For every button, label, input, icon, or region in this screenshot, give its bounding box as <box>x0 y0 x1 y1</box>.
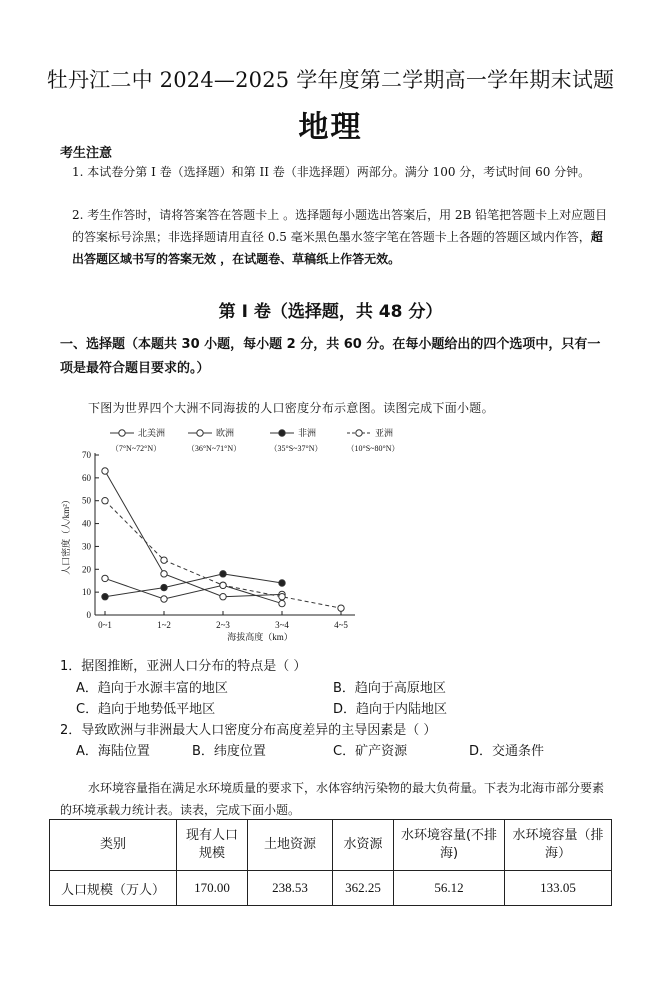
y-tick-label: 0 <box>86 610 91 620</box>
notice-item-2-text: 2. 考生作答时，请将答案答在答题卡上 。选择题每小题选出答案后，用 2B 铅笔把答题卡上对应题目的答案标号涂黑；非选择题请用直径 0.5 毫米黑色墨水签字笔在答题卡上各题的答题区域内作答， <box>72 208 608 244</box>
series-line <box>105 471 282 597</box>
legend-label: 亚洲 <box>375 428 394 438</box>
y-tick-label: 30 <box>82 541 91 552</box>
population-density-chart <box>60 420 400 645</box>
legend-range: （7°N~72°N） <box>110 444 162 453</box>
notice-item-1: 1. 本试卷分第 I 卷（选择题）和第 II 卷（非选择题）两部分。满分 100 分，考试时间 60 分钟。 <box>72 165 591 179</box>
data-point <box>161 557 167 563</box>
y-axis-label: 人口密度（人/km²） <box>61 495 71 575</box>
data-point <box>102 468 108 474</box>
question-1-option-a: A．趋向于水源丰富的地区 <box>76 681 228 696</box>
data-point <box>279 594 285 600</box>
x-tick-label: 0~1 <box>98 620 112 630</box>
data-point <box>102 594 108 600</box>
series-line <box>105 501 341 608</box>
series-line <box>105 578 282 603</box>
legend-range: （36°N~71°N） <box>186 444 242 453</box>
data-point <box>161 584 167 590</box>
question-2-option-d: D．交通条件 <box>469 744 545 759</box>
x-tick-label: 4~5 <box>334 620 348 630</box>
y-tick-label: 70 <box>82 450 91 460</box>
legend-marker <box>197 430 203 436</box>
x-tick-label: 1~2 <box>157 620 171 630</box>
question-1-option-c: C．趋向于地势低平地区 <box>76 702 216 717</box>
y-tick-label: 60 <box>82 472 91 483</box>
legend-marker <box>279 430 285 436</box>
data-point <box>161 596 167 602</box>
group-2-intro: 水环境容量指在满足水环境质量的要求下，水体容纳污染物的最大负荷量。下表为北海市部分要素的环境承载力统计表。读表，完成下面小题。 <box>60 781 605 817</box>
notice-heading: 考生注意 <box>60 146 113 161</box>
y-tick-label: 20 <box>82 564 91 575</box>
question-2-stem: 2．导致欧洲与非洲最大人口密度分布高度差异的主导因素是（ ） <box>60 723 437 738</box>
table-cell: 362.25 <box>333 871 394 906</box>
question-1-option-d: D．趋向于内陆地区 <box>333 702 448 717</box>
data-point <box>279 580 285 586</box>
question-1-option-b: B．趋向于高原地区 <box>333 681 446 696</box>
x-tick-label: 3~4 <box>275 620 289 630</box>
group-1-intro: 下图为世界四个大洲不同海拔的人口密度分布示意图。读图完成下面小题。 <box>88 401 494 415</box>
data-point <box>102 575 108 581</box>
notice-item-2-bold: 超出答题区域书写的答案无效 ，在试题卷、草稿纸上作答无效。 <box>72 230 603 266</box>
table-header-cell: 水资源 <box>333 820 394 871</box>
data-point <box>279 600 285 606</box>
table-cell: 133.05 <box>505 871 612 906</box>
y-tick-label: 10 <box>82 587 91 598</box>
environment-capacity-table <box>49 819 612 906</box>
question-2-option-b: B．纬度位置 <box>192 744 266 759</box>
y-tick-label: 40 <box>82 518 91 529</box>
question-2-option-c: C．矿产资源 <box>333 744 408 759</box>
exam-title: 牡丹江二中 2024—2025 学年度第二学期高一学年期末试题 <box>46 68 615 92</box>
table-header-cell: 水环境容量（排海） <box>505 820 612 871</box>
legend-label: 欧洲 <box>216 428 235 438</box>
x-tick-label: 2~3 <box>216 620 230 630</box>
data-point <box>102 498 108 504</box>
legend-label: 非洲 <box>298 428 317 438</box>
table-header-cell: 水环境容量(不排海) <box>394 820 505 871</box>
table-cell: 238.53 <box>248 871 333 906</box>
data-point <box>220 571 226 577</box>
table-header-row <box>50 820 612 871</box>
legend-range: （10°S~80°N） <box>346 444 400 453</box>
question-1-stem: 1．据图推断，亚洲人口分布的特点是（ ） <box>60 659 307 674</box>
table-row <box>50 871 612 906</box>
subject-title: 地理 <box>298 110 363 145</box>
data-point <box>220 594 226 600</box>
legend-marker <box>356 430 362 436</box>
table-cell: 56.12 <box>394 871 505 906</box>
question-2-option-a: A．海陆位置 <box>76 744 150 759</box>
data-point <box>220 582 226 588</box>
legend-range: （35°S~37°N） <box>269 444 323 453</box>
notice-item-2 <box>72 204 612 270</box>
table-cell: 人口规模（万人） <box>50 871 177 906</box>
table-cell: 170.00 <box>177 871 248 906</box>
x-axis-label: 海拔高度（km） <box>227 632 293 642</box>
legend-label: 北美洲 <box>138 428 166 438</box>
table-header-cell: 土地资源 <box>248 820 333 871</box>
y-tick-label: 50 <box>82 495 91 506</box>
data-point <box>161 571 167 577</box>
section-1-heading: 一、选择题（本题共 30 小题，每小题 2 分，共 60 分。在每小题给出的四个选项中，只有一项是最符合题目要求的。） <box>60 337 601 376</box>
chart-svg <box>60 420 400 645</box>
table-header-cell: 类别 <box>50 820 177 871</box>
table-header-cell: 现有人口规模 <box>177 820 248 871</box>
data-point <box>338 605 344 611</box>
legend-marker <box>119 430 125 436</box>
part-1-heading: 第 I 卷（选择题，共 48 分） <box>218 302 443 322</box>
